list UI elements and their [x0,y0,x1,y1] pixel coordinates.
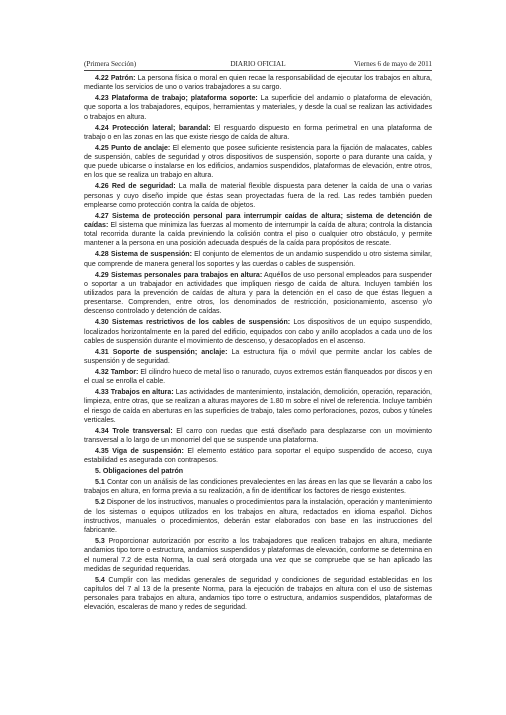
definition-paragraph [84,348,432,366]
item-number: 4.26 [95,183,109,191]
document-body [84,74,432,614]
item-number: 4.33 [95,389,109,397]
item-number: 4.32 [95,369,109,377]
item-term: Plataforma de trabajo; plataforma soporte: [111,95,258,103]
item-number: 5.4 [95,576,105,584]
item-text: Contar con un análisis de las condiciones prevalecientes en las áreas en las que se llevarán a cabo los trabajos en altura, en forma previa a su realización, a fin de identificar los factores de riesgo existentes. [84,479,432,496]
item-number: 4.28 [95,251,109,259]
item-text: El conjunto de elementos de un andamio suspendido u otro sistema similar, que comprende de manera general los soportes y las cuerdas o cables de suspensión. [84,251,432,268]
item-number: 4.25 [95,144,109,152]
item-text: La superficie del andamio o plataforma de elevación, que soporta a los trabajadores, equipos, herramientas y materiales, y desde la cual se realizan las actividades o trabajos en altura. [84,95,432,121]
item-term: Red de seguridad: [111,183,176,191]
item-text: Aquéllos de uso personal empleados para suspender o soportar a un trabajador en actividades que impliquen riesgo de caída de altura. Incluyen también los utilizados para la prevención de caídas de altura y para la detención en el caso de que éstas lleguen a presentarse. Comprenden, entre otros, los denominados de restricción, posicionamiento, ascenso y/o descenso controlado y detención de caídas. [84,271,432,316]
item-term: Sistemas personales para trabajos en altura: [110,271,263,279]
definition-paragraph [84,368,432,386]
item-term: Sistema de protección personal para interrumpir caídas de altura; sistema de detención de caídas: [84,212,432,230]
definition-paragraph [84,144,432,181]
item-text: El carro con ruedas que está diseñado para desplazarse con un movimiento transversal a lo largo de un monorriel del que se suspende una plataforma. [84,427,432,445]
item-text: El cilindro hueco de metal liso o ranurado, cuyos extremos están flanqueados por discos y en el cual se enrolla el cable. [84,369,432,386]
item-text: Las actividades de mantenimiento, instalación, demolición, operación, reparación, limpieza, entre otras, que se realizan a alturas mayores de 1.80 m sobre el nivel de referencia. Incluye también el riesgo de caída en aberturas en las superficies de trabajo, tales como perforaciones, pozos, cubos y túneles verticales. [84,389,432,424]
item-number: 4.34 [95,427,109,435]
item-term: Punto de anclaje: [111,144,171,152]
item-term: Protección lateral; barandal: [112,124,211,132]
item-text: Disponer de los instructivos, manuales o procedimientos para la instalación, operación y mantenimiento de los sistemas o equipos utilizados en los trabajos en altura, redactados en idioma español. Dichos instructivos, manuales o procedimientos, deberán estar elaborados con base en las instrucciones del fabricante. [84,499,432,535]
item-term: Soporte de suspensión; anclaje: [112,348,228,356]
item-number: 5.1 [95,479,105,487]
item-number: 4.23 [95,95,109,103]
item-text: El resguardo dispuesto en forma perimetral en una plataforma de trabajo o en las zonas en las que existe riesgo de caída de altura. [84,124,432,141]
item-term: Sistema de suspensión: [110,251,192,259]
definition-paragraph [84,124,432,142]
page-header [84,60,432,70]
obligation-paragraph [84,498,432,535]
obligation-paragraph [84,478,432,496]
item-text: Los dispositivos de un equipo suspendido, localizados horizontalmente en la pared del edificio, equipados con cabo y anillo acoplados a cada uno de los cables de suspensión durante el movimiento de descenso, y desacoplados en el ascenso. [84,319,432,345]
item-number: 4.24 [95,124,109,132]
definition-paragraph [84,388,432,425]
header-section: (Primera Sección) [84,60,137,68]
section-heading: 5. Obligaciones del patrón [95,468,184,476]
definition-paragraph [84,94,432,122]
item-text: Cumplir con las medidas generales de seguridad y condiciones de seguridad establecidas en los capítulos del 7 al 13 de la presente Norma, para la ejecución de trabajos en altura con el uso de sistemas personales para trabajos en altura, andamios tipo torre o estructura, andamios suspendidos, plataformas de elevación, escaleras de mano y redes de seguridad. [84,576,432,612]
obligation-paragraph [84,537,432,574]
item-text: El elemento estático para soportar el equipo suspendido de acceso, cuya estabilidad es asegurada con contrapesos. [84,448,432,465]
header-rule [84,70,432,71]
item-term: Trabajos en altura: [110,389,174,397]
item-text: El sistema que minimiza las fuerzas al momento de interrumpir la caída de altura; controla la distancia total recorrida durante la caída previniendo la colisión contra el piso o cualquier otro obstáculo, y permite mantener a la persona en una posición adecuada después de la caída para propósitos de rescate. [84,222,432,248]
item-number: 4.22 [95,75,109,82]
item-text: La malla de material flexible dispuesta para detener la caída de una o varias personas y cuyo diseño impide que éstas sean proyectadas fuera de la red. Las redes también pueden emplearse como protección contra la caída de objetos. [84,183,432,209]
item-term: Patrón: [110,75,136,82]
definitions-list [84,74,432,465]
item-term: Tambor: [110,369,139,377]
item-term: Viga de suspensión: [112,448,184,456]
definition-paragraph [84,447,432,465]
definition-paragraph [84,427,432,445]
definition-paragraph [84,271,432,317]
item-number: 5.2 [95,499,105,507]
definition-paragraph [84,182,432,210]
item-term: Trole transversal: [112,427,173,435]
item-number: 4.31 [95,348,109,356]
header-publication: DIARIO OFICIAL [230,60,286,68]
obligation-paragraph [84,576,432,613]
obligations-list [84,478,432,612]
item-text: El elemento que posee suficiente resistencia para la fijación de malacates, cables de suspensión, cables de seguridad y otros dispositivos de suspensión, soporte o para durante una caída, y que puede ubicarse o instalarse en los edificios, andamios suspendidos, plataformas de elevación, entre otros, en los que se realiza un trabajo en altura. [84,144,433,180]
definition-paragraph [84,74,432,92]
definition-paragraph [84,318,432,346]
item-term: Sistemas restrictivos de los cables de suspensión: [111,319,291,327]
item-number: 4.27 [95,212,109,220]
item-text: La persona física o moral en quien recae la responsabilidad de ejecutar los trabajos en altura, mediante los servicios de uno o varios trabajadores a su cargo. [84,75,432,92]
header-date: Viernes 6 de mayo de 2011 [353,60,432,68]
item-number: 5.3 [95,538,105,546]
definition-paragraph [84,250,432,268]
definition-paragraph [84,212,432,249]
item-number: 4.30 [95,319,109,327]
item-text: Proporcionar autorización por escrito a los trabajadores que realicen trabajos en altura, mediante andamios tipo torre o estructura, andamios suspendidos y plataformas de elevación, conforme se determina en el numeral 7.2 de esta Norma, la cual será otorgada una vez que se compruebe que se han aplicado las medidas de seguridad requeridas. [84,538,432,573]
item-number: 4.35 [95,448,109,456]
item-text: La estructura fija o móvil que permite anclar los cables de suspensión y de seguridad. [84,348,432,366]
item-number: 4.29 [95,271,109,279]
